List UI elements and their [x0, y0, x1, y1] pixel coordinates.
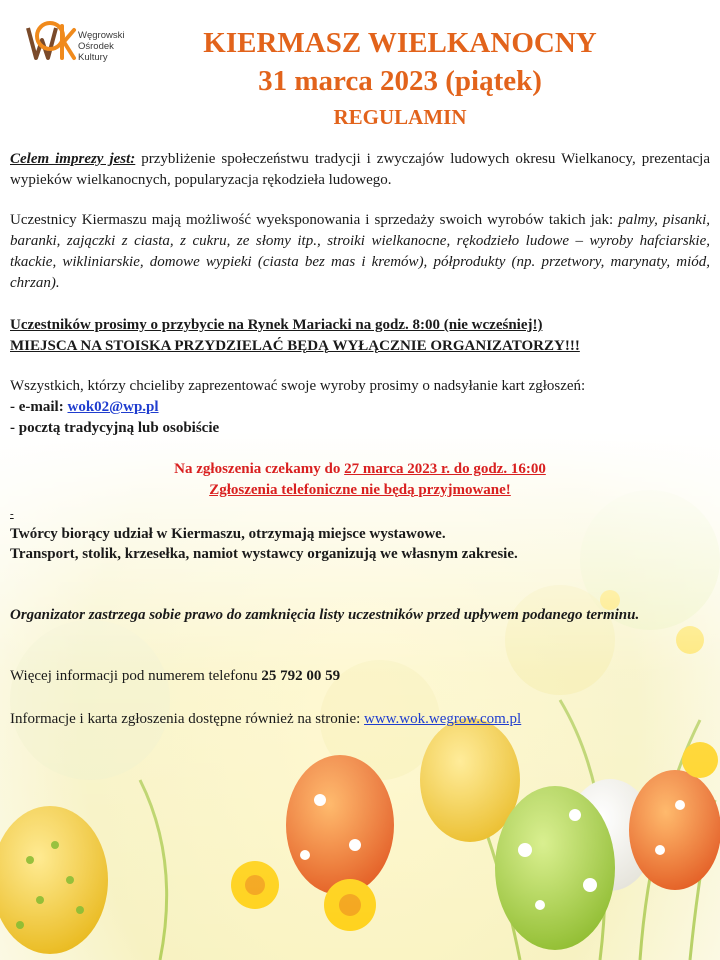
phone-not-accepted: Zgłoszenia telefoniczne nie będą przyjmowane! — [209, 482, 511, 498]
phone-number: 25 792 00 59 — [261, 668, 341, 684]
deadline-date: 27 marca 2023 r. do godz. 16:00 — [344, 461, 546, 477]
website-label: Informacje i karta zgłoszenia dostępne również na stronie: — [10, 711, 365, 727]
logo-text — [78, 30, 124, 63]
website-link[interactable]: www.wok.wegrow.com.pl — [364, 711, 522, 727]
participants-items: palmy, pisanki, baranki, zajączki z ciasta, z cukru, ze słomy itp., stroiki wielkanocne, rękodzieło ludowe – wyroby hafciarskie, tkackie, wikliniarskie, domowe wypieki (ciasta bez mas i kremów), półprodukty (np. przetwory, marynaty, miód, chrzan). — [10, 212, 710, 291]
purpose-label: Celem imprezy jest: — [10, 151, 136, 167]
creators-marker: - — [10, 508, 14, 520]
deadline-lead: Na zgłoszenia czekamy do — [174, 461, 345, 477]
email-label: - e-mail: — [10, 399, 68, 415]
stands-notice: MIEJSCA NA STOISKA PRZYDZIELAĆ BĘDĄ WYŁĄCZNIE ORGANIZATORZY!!! — [10, 338, 580, 354]
participants-lead: Uczestnicy Kiermaszu mają możliwość wyeksponowania i sprzedaży swoich wyrobów takich jak: — [10, 212, 619, 228]
purpose-paragraph — [10, 149, 710, 191]
subtitle: REGULAMIN — [333, 105, 467, 129]
creators-block — [10, 503, 710, 564]
notice-block — [10, 315, 710, 357]
email-link[interactable]: wok02@wp.pl — [67, 399, 159, 415]
purpose-text: przybliżenie społeczeństwu tradycji i zwyczajów ludowych okresu Wielkanocy, prezentacja wypieków wielkanocnych, popularyzacja rękodzieła ludowego. — [10, 151, 710, 188]
logo-line-3: Kultury — [78, 52, 108, 63]
participants-paragraph — [10, 210, 710, 294]
reservation-note: Organizator zastrzega sobie prawo do zamknięcia listy uczestników przed upływem podanego terminu. — [10, 607, 640, 623]
logo-line-2: Ośrodek — [78, 41, 114, 52]
submission-block — [10, 376, 710, 439]
logo-line-1: Węgrowski — [78, 30, 125, 41]
page-title: KIERMASZ WIELKANOCNY — [203, 27, 597, 59]
phone-label: Więcej informacji pod numerem telefonu — [10, 668, 262, 684]
submission-intro: Wszystkich, którzy chcieliby zaprezentować swoje wyroby prosimy o nadsyłanie kart zgłoszeń: — [10, 378, 586, 394]
arrival-notice: Uczestników prosimy o przybycie na Rynek Mariacki na godz. 8:00 (nie wcześniej!) — [10, 317, 543, 333]
wok-logo-mark — [26, 18, 78, 66]
event-date: 31 marca 2023 (piątek) — [258, 65, 542, 97]
wok-logo — [26, 18, 156, 66]
post-option: - pocztą tradycyjną lub osobiście — [10, 420, 220, 436]
creators-line-1: Twórcy biorący udział w Kiermaszu, otrzymają miejsce wystawowe. — [10, 526, 446, 542]
creators-line-2: Transport, stolik, krzesełka, namiot wystawcy organizują we własnym zakresie. — [10, 546, 518, 562]
deadline-block — [10, 459, 710, 501]
phone-info — [10, 666, 710, 687]
website-info — [10, 709, 710, 730]
